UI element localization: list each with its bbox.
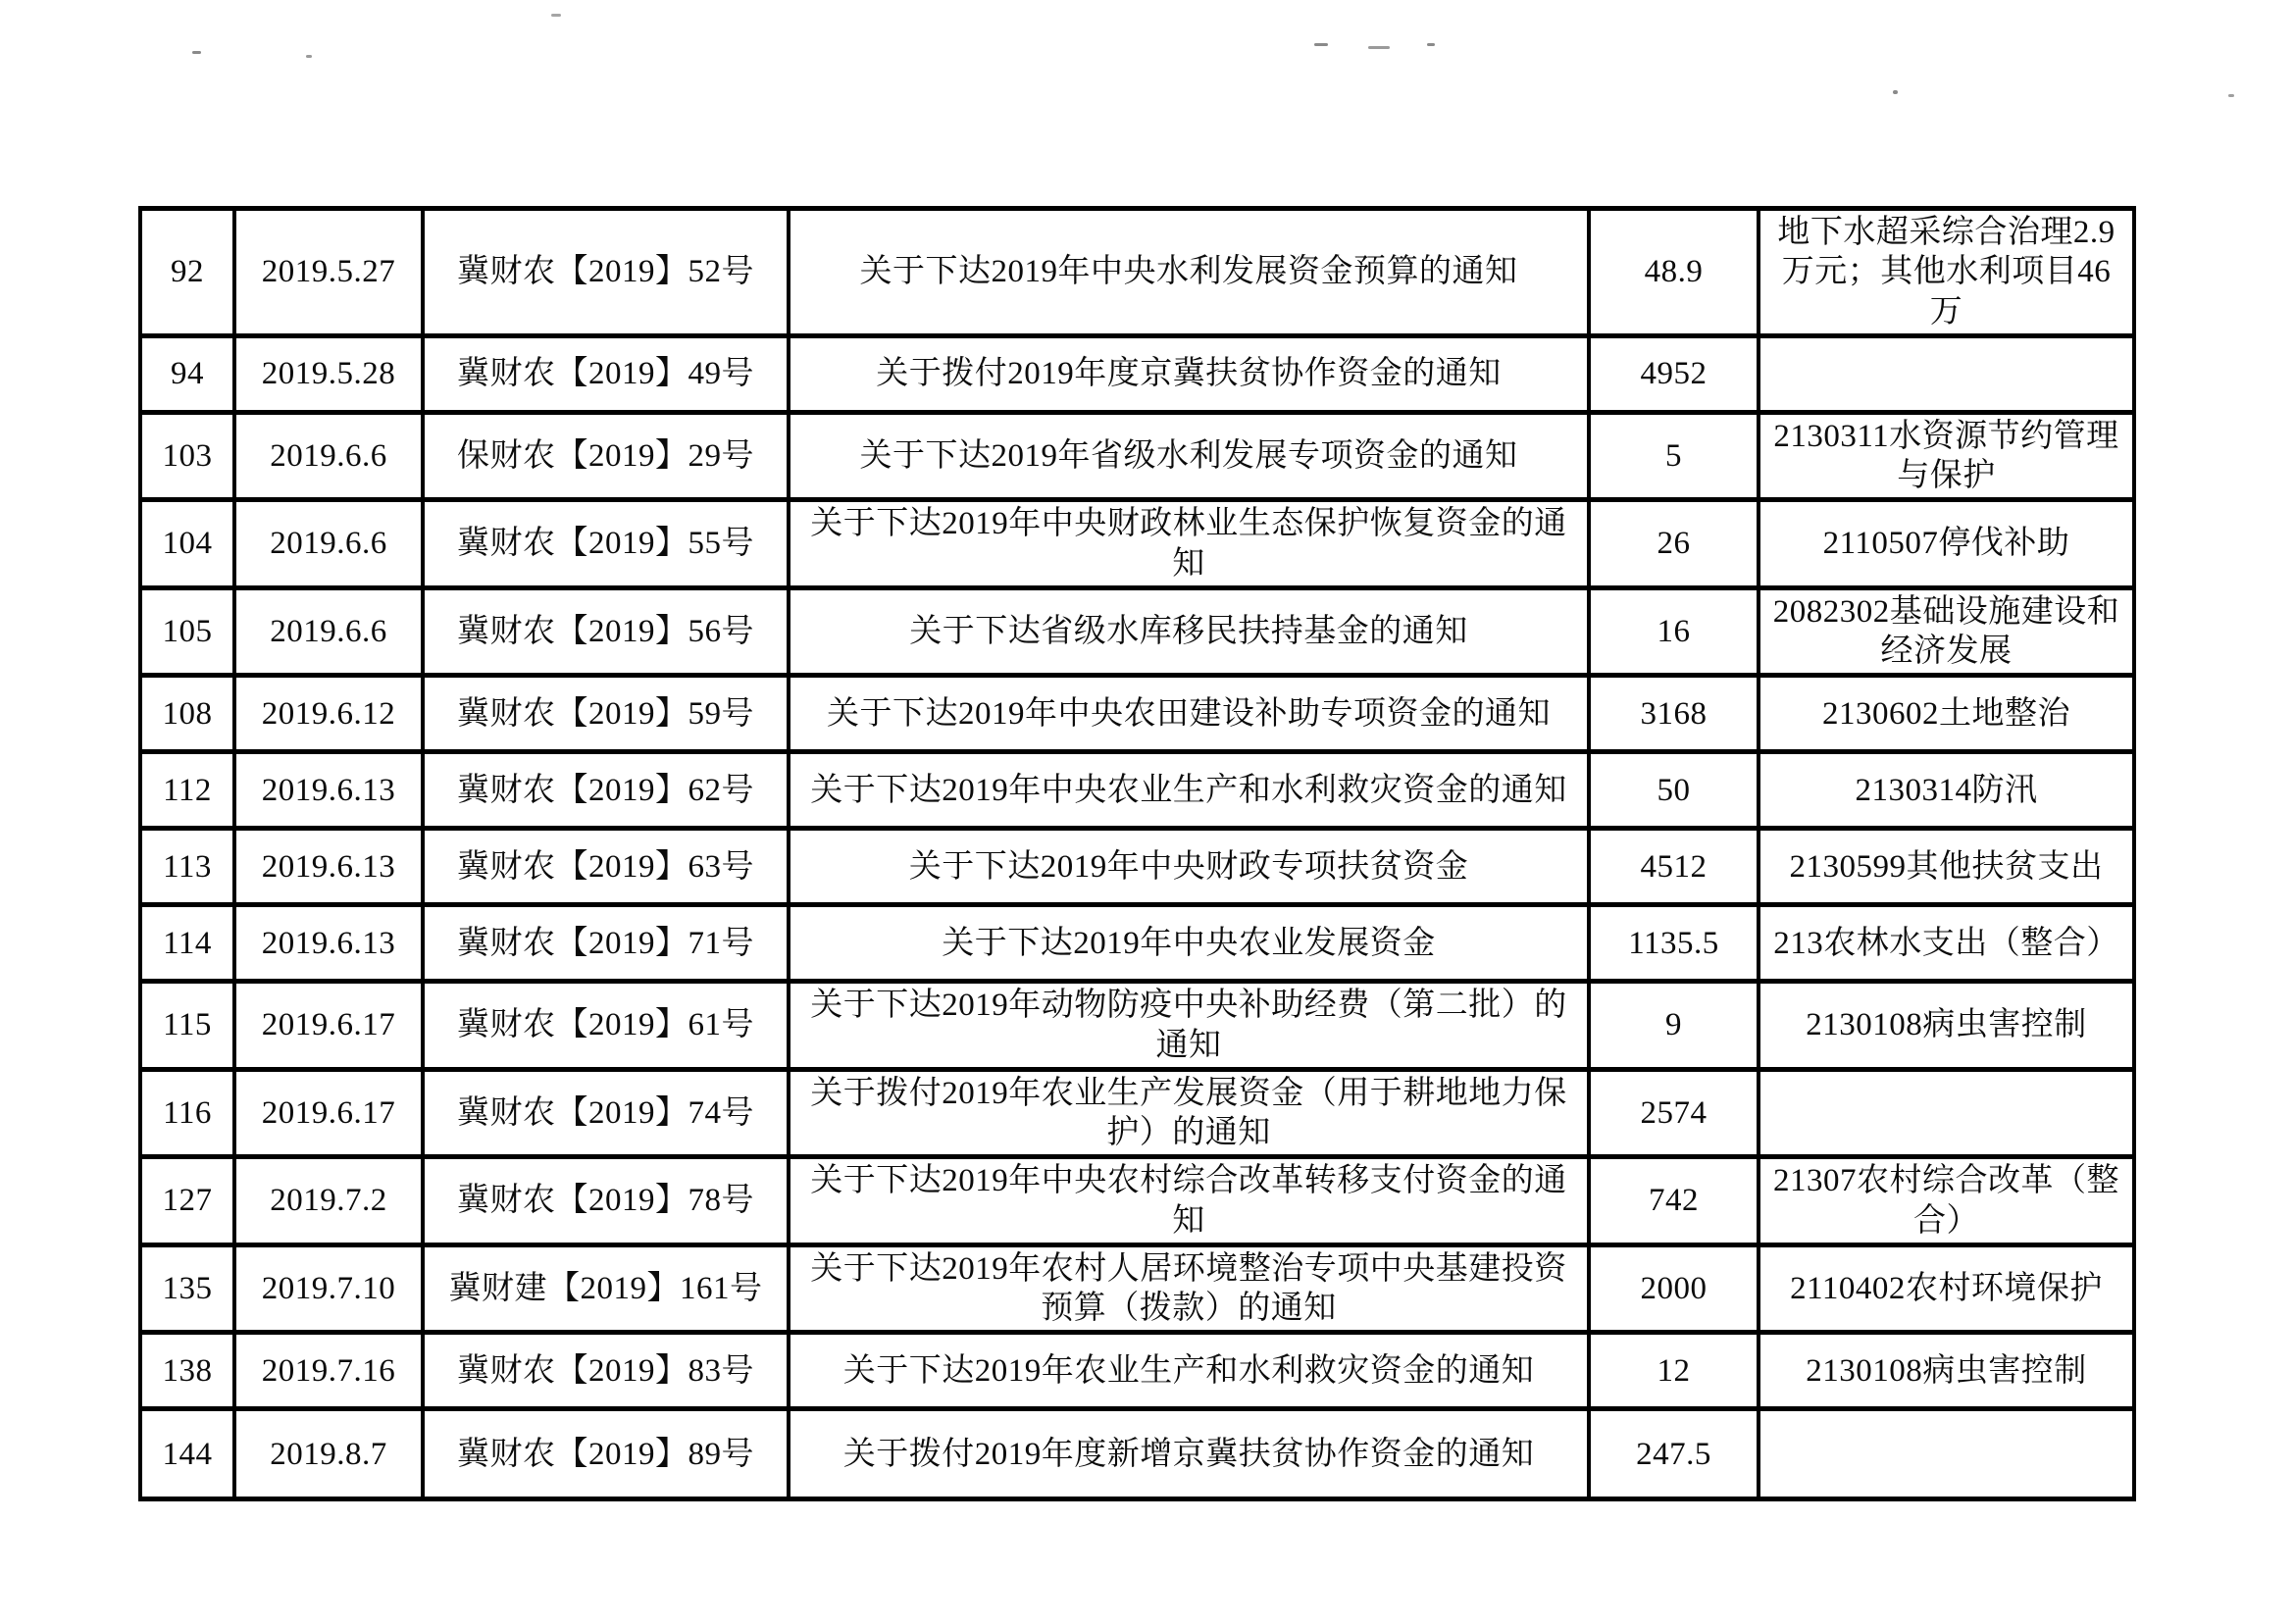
amount-cell: 1135.5 <box>1589 905 1759 982</box>
amount-cell: 16 <box>1589 587 1759 676</box>
date-cell: 2019.5.27 <box>234 209 423 336</box>
title-cell: 关于下达2019年中央农业发展资金 <box>789 905 1589 982</box>
amount-cell: 26 <box>1589 500 1759 588</box>
title-cell: 关于下达2019年中央农村综合改革转移支付资金的通知 <box>789 1157 1589 1245</box>
table-row <box>140 500 2134 588</box>
title-cell: 关于下达2019年中央财政林业生态保护恢复资金的通知 <box>789 500 1589 588</box>
table-row <box>140 752 2134 829</box>
amount-cell: 247.5 <box>1589 1409 1759 1499</box>
seq-cell: 105 <box>140 587 234 676</box>
table-row <box>140 982 2134 1070</box>
note-cell: 2130311水资源节约管理与保护 <box>1759 412 2134 500</box>
title-cell: 关于拨付2019年度新增京冀扶贫协作资金的通知 <box>789 1409 1589 1499</box>
seq-cell: 113 <box>140 829 234 905</box>
table-row <box>140 587 2134 676</box>
date-cell: 2019.6.17 <box>234 982 423 1070</box>
date-cell: 2019.7.10 <box>234 1244 423 1333</box>
amount-cell: 2574 <box>1589 1069 1759 1157</box>
table-row <box>140 1069 2134 1157</box>
table-row <box>140 676 2134 752</box>
amount-cell: 742 <box>1589 1157 1759 1245</box>
date-cell: 2019.6.13 <box>234 829 423 905</box>
seq-cell: 144 <box>140 1409 234 1499</box>
doc-number-cell: 冀财农【2019】89号 <box>423 1409 789 1499</box>
seq-cell: 116 <box>140 1069 234 1157</box>
doc-number-cell: 冀财农【2019】49号 <box>423 335 789 412</box>
seq-cell: 94 <box>140 335 234 412</box>
table-row <box>140 829 2134 905</box>
date-cell: 2019.6.6 <box>234 587 423 676</box>
date-cell: 2019.7.2 <box>234 1157 423 1245</box>
title-cell: 关于拨付2019年农业生产发展资金（用于耕地地力保护）的通知 <box>789 1069 1589 1157</box>
title-cell: 关于下达2019年农村人居环境整治专项中央基建投资预算（拨款）的通知 <box>789 1244 1589 1333</box>
doc-number-cell: 冀财农【2019】74号 <box>423 1069 789 1157</box>
doc-number-cell: 冀财农【2019】63号 <box>423 829 789 905</box>
note-cell: 2082302基础设施建设和经济发展 <box>1759 587 2134 676</box>
note-cell: 地下水超采综合治理2.9万元；其他水利项目46万 <box>1759 209 2134 336</box>
amount-cell: 50 <box>1589 752 1759 829</box>
doc-number-cell: 冀财建【2019】161号 <box>423 1244 789 1333</box>
seq-cell: 135 <box>140 1244 234 1333</box>
note-cell: 21307农村综合改革（整合） <box>1759 1157 2134 1245</box>
table-row <box>140 412 2134 500</box>
table-row <box>140 1157 2134 1245</box>
amount-cell: 4952 <box>1589 335 1759 412</box>
seq-cell: 114 <box>140 905 234 982</box>
note-cell <box>1759 335 2134 412</box>
table-body <box>140 209 2134 1499</box>
note-cell: 2130108病虫害控制 <box>1759 1333 2134 1409</box>
table-row <box>140 1409 2134 1499</box>
title-cell: 关于拨付2019年度京冀扶贫协作资金的通知 <box>789 335 1589 412</box>
amount-cell: 2000 <box>1589 1244 1759 1333</box>
note-cell: 2130314防汛 <box>1759 752 2134 829</box>
title-cell: 关于下达2019年省级水利发展专项资金的通知 <box>789 412 1589 500</box>
date-cell: 2019.7.16 <box>234 1333 423 1409</box>
scan-noise <box>551 14 561 17</box>
note-cell: 213农林水支出（整合） <box>1759 905 2134 982</box>
amount-cell: 4512 <box>1589 829 1759 905</box>
note-cell: 2130602土地整治 <box>1759 676 2134 752</box>
amount-cell: 3168 <box>1589 676 1759 752</box>
date-cell: 2019.5.28 <box>234 335 423 412</box>
date-cell: 2019.6.13 <box>234 905 423 982</box>
date-cell: 2019.6.13 <box>234 752 423 829</box>
funds-allocation-table <box>138 206 2136 1501</box>
date-cell: 2019.6.6 <box>234 500 423 588</box>
date-cell: 2019.6.6 <box>234 412 423 500</box>
title-cell: 关于下达省级水库移民扶持基金的通知 <box>789 587 1589 676</box>
doc-number-cell: 冀财农【2019】71号 <box>423 905 789 982</box>
note-cell <box>1759 1409 2134 1499</box>
amount-cell: 48.9 <box>1589 209 1759 336</box>
doc-number-cell: 冀财农【2019】59号 <box>423 676 789 752</box>
doc-number-cell: 冀财农【2019】52号 <box>423 209 789 336</box>
seq-cell: 138 <box>140 1333 234 1409</box>
title-cell: 关于下达2019年动物防疫中央补助经费（第二批）的通知 <box>789 982 1589 1070</box>
scan-noise <box>1893 90 1898 94</box>
amount-cell: 12 <box>1589 1333 1759 1409</box>
title-cell: 关于下达2019年中央农田建设补助专项资金的通知 <box>789 676 1589 752</box>
doc-number-cell: 保财农【2019】29号 <box>423 412 789 500</box>
table-row <box>140 1333 2134 1409</box>
date-cell: 2019.8.7 <box>234 1409 423 1499</box>
seq-cell: 103 <box>140 412 234 500</box>
note-cell: 2110402农村环境保护 <box>1759 1244 2134 1333</box>
table-row <box>140 905 2134 982</box>
scan-noise <box>1427 43 1435 46</box>
doc-number-cell: 冀财农【2019】62号 <box>423 752 789 829</box>
date-cell: 2019.6.12 <box>234 676 423 752</box>
table-row <box>140 209 2134 336</box>
note-cell: 2110507停伐补助 <box>1759 500 2134 588</box>
scan-noise <box>1314 43 1328 46</box>
seq-cell: 127 <box>140 1157 234 1245</box>
doc-number-cell: 冀财农【2019】83号 <box>423 1333 789 1409</box>
seq-cell: 92 <box>140 209 234 336</box>
title-cell: 关于下达2019年农业生产和水利救灾资金的通知 <box>789 1333 1589 1409</box>
doc-number-cell: 冀财农【2019】55号 <box>423 500 789 588</box>
scan-noise <box>306 55 312 58</box>
seq-cell: 112 <box>140 752 234 829</box>
seq-cell: 108 <box>140 676 234 752</box>
date-cell: 2019.6.17 <box>234 1069 423 1157</box>
title-cell: 关于下达2019年中央水利发展资金预算的通知 <box>789 209 1589 336</box>
note-cell: 2130599其他扶贫支出 <box>1759 829 2134 905</box>
table-row <box>140 335 2134 412</box>
title-cell: 关于下达2019年中央农业生产和水利救灾资金的通知 <box>789 752 1589 829</box>
table-row <box>140 1244 2134 1333</box>
scan-noise <box>2228 94 2234 97</box>
doc-number-cell: 冀财农【2019】61号 <box>423 982 789 1070</box>
doc-number-cell: 冀财农【2019】56号 <box>423 587 789 676</box>
scan-noise <box>1368 46 1390 49</box>
amount-cell: 5 <box>1589 412 1759 500</box>
title-cell: 关于下达2019年中央财政专项扶贫资金 <box>789 829 1589 905</box>
amount-cell: 9 <box>1589 982 1759 1070</box>
seq-cell: 104 <box>140 500 234 588</box>
seq-cell: 115 <box>140 982 234 1070</box>
doc-number-cell: 冀财农【2019】78号 <box>423 1157 789 1245</box>
note-cell: 2130108病虫害控制 <box>1759 982 2134 1070</box>
note-cell <box>1759 1069 2134 1157</box>
scan-noise <box>192 51 201 54</box>
